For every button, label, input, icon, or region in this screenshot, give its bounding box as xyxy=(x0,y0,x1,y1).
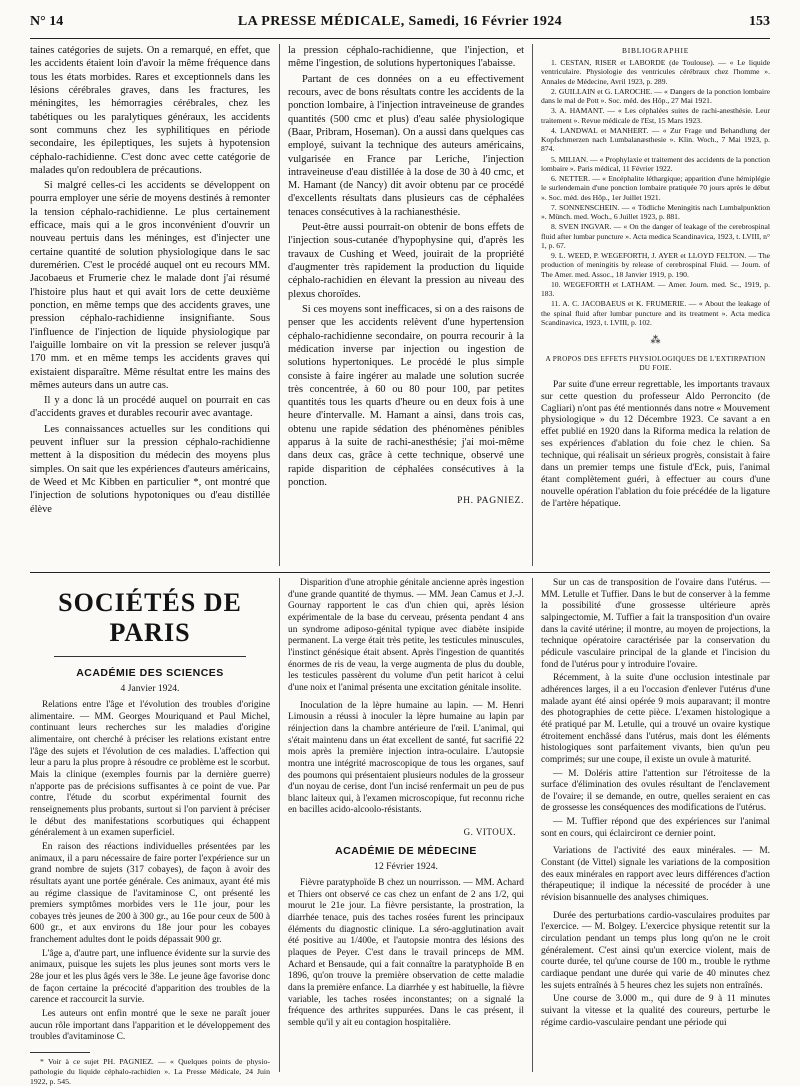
journal-title: LA PRESSE MÉDICALE, Samedi, 16 Février 1924 xyxy=(237,14,563,29)
note-paragraph: Par suite d'une erreur regrettable, les importants travaux sur cette question du professeur Aldo Perroncito (de Cagliari) n'ont pas été mentionnés dans notre « Mouvement physiologique » du 12 Décembre 1923. Ce savant a en effet publié en 1920 dans la Riforma medica la relation de ses expériences d'ablation du foie chez le chien. Sa technique, qui réalisait un sérieux progrès, consistait à faire dans un premier temps une fistule d'Eck, puis, l'animal étant complètement guéri, à effectuer au cours d'une nouvelle opération l'ablation du foie précédée de la ligature de l'artère hépatique. xyxy=(541,378,770,509)
page-number: 153 xyxy=(749,14,770,29)
section-title: SOCIÉTÉS DE PARIS xyxy=(58,588,242,647)
societes-column-3 xyxy=(541,578,770,1072)
report-paragraph: Variations de l'activité des eaux minérales. — M. Constant (de Vittel) signale les variations de la composition des eaux minérales en rapport avec leurs différences d'action thérapeutique; il indique la nécessité de procéder à une révision bisannuelle des analyses chimiques. xyxy=(541,846,770,904)
bibliography-entry: 3. A. HAMANT. — « Les céphalées suites de rachi-anesthésie. Leur traitement ». Revue médicale de l'Est, 15 Mars 1923. xyxy=(541,106,770,125)
column-divider xyxy=(532,44,533,566)
footnote: * Voir à ce sujet PH. PAGNIEZ. — « Quelques points de physio-pathologie du liquide céphalo-rachidien ». La Presse Médicale, 24 Juin 1922, p. 545. xyxy=(30,1057,270,1086)
report-paragraph: Durée des perturbations cardio-vasculaires produites par l'exercice. — M. Bolgey. L'exercice physique retentit sur la circulation pendant un temps plus long qu'on ne le croit généralement. C'est ainsi qu'un exercice violent, mais de courte durée, tel qu'une course de 100 m., trouble le rythme cardiaque pendant une durée qui varie de 40 minutes chez les sujets entraînés à 5 heures chez les sujets non entraînés. xyxy=(541,910,770,991)
report-signature: G. VITOUX. xyxy=(463,827,516,838)
article-signature: PH. PAGNIEZ. xyxy=(457,495,524,507)
report-paragraph: En raison des réactions individuelles présentées par les animaux, il a paru nécessaire de faire porter l'expérience sur un grand nombre de sujets (317 cobayes), de façon à avoir des résultats ayant une portée générale. Ces animaux, ayant été mis au régime classique de l'avitaminose C, ont présenté les premiers symptômes morbides vers le 11e jour, pour les cobayes très jeunes de 200 à 300 gr., au 16e pour ceux de 500 à 600 gr., et aux environs du 18e jour pour les cobayes franchement adultes dont le poids dépassait 900 gr. xyxy=(30,841,270,946)
article-paragraph: Il y a donc là un procédé auquel on pourrait en cas d'accidents graves et durables recourir avec avantage. xyxy=(30,395,270,420)
report-paragraph: Relations entre l'âge et l'évolution des troubles d'origine alimentaire. — MM. Georges Mouriquand et Paul Michel, continuant leurs recherches sur les maladies d'origine alimentaire, ont cherché à préciser les relations existant entre l'âge des sujets et l'évolution de ces maladies. L'affection qui leur a paru la plus propre à résoudre ce problème est le scorbut. Mais la clinique (exemples fournis par la dernière guerre) n'apporte pas de précisions suffisantes à ce point de vue. Par contre, l'étude du scorbut expérimental fournit des renseignements plus probants, surtout si l'on parvient à préciser le début des manifestations scorbutiques qui échappent généralement à un examen superficiel. xyxy=(30,700,270,839)
report-paragraph: L'âge a, d'autre part, une influence évidente sur la survie des animaux, puisque les sujets les plus jeunes sont morts vers le 28e jour et les plus âgés vers le 38e. Le jeune âge favorise donc de façon certaine la précocité d'apparition des troubles de la carence et raccourcit la survie. xyxy=(30,948,270,1006)
article-paragraph: Si ces moyens sont inefficaces, si on a des raisons de penser que les accidents relèvent d'une hypertension céphalo-rachidienne secondaire, on pourra recourir à la médication inverse par injection ou ingestion de solutions hypertoniques. Le procédé le plus simple consiste à faire ingérer au malade une solution sucrée très concentrée, à 60 ou 80 pour 100, par petites quantités tous les quarts d'heure ou en deux fois à une heure d'intervalle. M. Hamant a ainsi, dans trois cas, obtenu une rapide sédation des phénomènes pénibles apparus à la suite de rachi-anesthésie; j'ai moi-même dans deux cas, grâce à cette technique, observé une rapide disparition de céphalées consécutives à la ponction. xyxy=(288,303,524,488)
bibliography-entry: 5. MILIAN. — « Prophylaxie et traitement des accidents de la ponction lombaire ». Paris médical, 11 Février 1922. xyxy=(541,154,770,173)
article-paragraph: Les connaissances actuelles sur les conditions qui peuvent influer sur la pression céphalo-rachidienne mettent à la disposition du médecin des moyens plus simples. On sait que les expériences d'auteurs américains, de Weed et Mc Kibben en particulier *, ont montré que l'injection de solutions hypotoniques ou d'eau distillée élève xyxy=(30,423,270,515)
report-paragraph: Une course de 3.000 m., qui dure de 9 à 11 minutes suivant la vitesse et la qualité des coureurs, perturbe le régime cardio-vasculaire pendant une période qui xyxy=(541,994,770,1028)
report-paragraph: — M. Tuffier répond que des expériences sur l'animal sont en cours, qui éclairciront ce dernier point. xyxy=(541,817,770,839)
bibliography-entry: 2. GUILLAIN et G. LAROCHE. — « Dangers de la ponction lombaire dans le mal de Pott ». Soc. méd. des Hôp., 27 Mai 1921. xyxy=(541,86,770,106)
bibliography-entry: 8. SVEN INGVAR. — « On the danger of leakage of the cerebrospinal fluid after lumbar puncture ». Acta medica Scandinavica, 1923, t. LVIII, n° 1, p. 67. xyxy=(541,222,770,250)
session-date: 4 Janvier 1924. xyxy=(120,683,180,694)
asterism-ornament: ⁂ xyxy=(650,335,661,347)
academy-heading: ACADÉMIE DE MÉDECINE xyxy=(335,845,477,858)
article-paragraph: Si malgré celles-ci les accidents se développent on pourra employer une série de moyens destinés à remonter la tension céphalo-rachidienne. Le plus certainement efficace, mais qui a le gros inconvénient d'ouvrir un nouveau pertuis dans les méninges, est d'injecter une certaine quantité de solution physiologique dans le sac duremérien. C'est le procédé auquel ont eu recours MM. Jacobaeus et Frumerie chez le malade dont j'ai résumé l'histoire plus haut et qui avait lors de cette deuxième ponction, en même temps que des accidents graves, une pression céphalo-rachidienne insignifiante. Sous l'influence de l'injection de liquide physiologique par l'aiguille lombaire on vit la pression se relever jusqu'à 170 mm. et en même temps les accidents graves qui existaient disparaître. Même résultat entre les mains des mêmes auteurs dans un autre cas. xyxy=(30,180,270,391)
article-paragraph: la pression céphalo-rachidienne, que l'injection, et même l'ingestion, de solutions hypertoniques l'abaisse. xyxy=(288,45,524,70)
page-header xyxy=(30,14,770,36)
bibliography-column xyxy=(541,46,770,566)
report-paragraph: Les auteurs ont enfin montré que le sexe ne paraît jouer aucun rôle important dans l'apparition et le développement des troubles d'avitaminose C. xyxy=(30,1009,270,1043)
bibliography-title: BIBLIOGRAPHIE xyxy=(621,46,690,55)
article-column-2 xyxy=(288,44,524,568)
bibliography-entry: 4. LANDWAL et MANHERT. — « Zur Frage und Behandlung der Kopfschmerzen nach Lumbalanæsthesie ». Klin. Woch., 7 Mai 1923, p. 874. xyxy=(541,125,770,154)
bibliography-entry: 9. L. WEED, P. WEGEFORTH, J. AYER et LLOYD FELTON. — The production of meningitis by release of cerebrospinal Fluid. — Journ. of The Amer. med. Assoc., 18 Janvier 1919, p. 190. xyxy=(541,251,770,279)
article-paragraph: Peut-être aussi pourrait-on obtenir de bons effets de l'injection sous-cutanée d'hypophysine qui, d'après les travaux de Cushing et Weed, jouirait de la propriété d'augmenter très rapidement la production du liquide céphalo-rachidien en élevant la pression au niveau des plexus choroïdes. xyxy=(288,222,524,300)
societes-column-2 xyxy=(288,578,524,1072)
title-underline xyxy=(54,656,246,657)
bibliography-entry: 1. CESTAN, RISER et LABORDE (de Toulouse). — « Le liquide ventriculaire. Physiologie des ventricules cérébraux chez l'homme ». Annales de Médecine, Avril 1923, p. 289. xyxy=(541,58,770,86)
session-date: 12 Février 1924. xyxy=(374,861,438,873)
article-paragraph: Partant de ces données on a eu effectivement recours, avec de bons résultats contre les accidents de la ponction lombaire, à l'injection intraveineuse de grandes quantités (500 cmc et plus) d'eau salée physiologique (Baar, Pribram, Hoseman). On a aussi dans quelques cas employé, suivant la technique des auteurs américains, vulgarisée en France par Leriche, l'injection intraveineuse d'eau distillée à la dose de 30 à 40 cmc, et M. Hamant (de Nancy) dit avoir obtenu par ce procédé d'excellents résultats dans plusieurs cas de céphalées tenaces consécutives à la rachianesthésie. xyxy=(288,73,524,218)
footnote-rule xyxy=(30,1052,90,1053)
column-divider xyxy=(279,578,280,1072)
article-paragraph: taines catégories de sujets. On a remarqué, en effet, que les accidents étaient loin d'avoir la même fréquence dans tous les états morbides. Rares et exceptionnels dans les lésions cérébrales graves, dans les fractures, les méningites, les hémorragies cérébrales, chez les tabétiques ou les paralytiques généraux, les accidents sont communs chez les syphilitiques en période secondaire, les épileptiques, les sujets à hypotension céphalo-rachidienne. C'est donc avec cette catégorie de malades qu'on redoublera de précautions. xyxy=(30,45,270,176)
report-paragraph: Récemment, à la suite d'une occlusion intestinale par adhérences larges, il a eu l'occasion d'enlever l'utérus d'une malade ayant été ainsi opérée 9 mois auparavant; il montre des photographies de cette pièce. L'examen histologique a été pratiqué par M. Letulle, qui a trouvé un ovaire kystique étroitement enchâssé dans l'utérus, mais dont les éléments histologiques sont parfaitement vivants, bien qu'un peu comprimés; sur une coupe, il existe un ovule à maturité. xyxy=(541,673,770,765)
bibliography-entry: 6. NETTER. — « Encéphalite léthargique; apparition d'une hémiplégie le surlendemain d'une ponction lombaire pratiquée 70 jours après le début ». Soc. méd. des Hôp., 1er Juillet 1921. xyxy=(541,174,770,202)
column-divider xyxy=(279,44,280,566)
note-heading: A PROPOS DES EFFETS PHYSIOLOGIQUES DE L'EXTIRPATION DU FOIE. xyxy=(545,355,766,372)
report-paragraph: Sur un cas de transposition de l'ovaire dans l'utérus. — MM. Letulle et Tuffier. Dans le but de conserver à la femme la possibilité d'une grossesse ultérieure après salpingectomie, M. Tuffier a fait la transposition d'un ovaire dans la cavité utérine; il montre, au moyen de projections, la technique opératoire caractérisée par la conservation du pédicule vasculaire principal de la glande et l'incision du fond de l'utérus pour y introduire l'ovaire. xyxy=(541,578,770,670)
report-paragraph: Disparition d'une atrophie génitale ancienne après ingestion d'une grande quantité de thymus. — MM. Jean Camus et J.-J. Gournay rapportent le cas d'un chien qui, après lésion expérimentale de la base du cerveau, présenta pendant 4 ans un syndrome adiposo-génital typique avec diabète insipide permanent. La verge était très petite, les testicules minuscules, l'instinct génésique était absent. Après l'ingestion de quantités énormes de ris de veau, la verge augmenta de plus du double, les testicules passèrent du volume d'un petit haricot à celui d'une noix et l'animal présenta une excitation génitale insolite. xyxy=(288,578,525,693)
report-paragraph: Fièvre paratyphoïde B chez un nourrisson. — MM. Achard et Thiers ont observé ce cas chez un enfant de 2 ans 1/2, qui mourut le 21e jour. La fièvre persistante, la prostration, la diarrhée tenace, puis des taches rosées furent les principaux éléments du diagnostic clinique. La séro-agglutination avait été positive au 1/400e, et l'autopsie montra des lésions des plaques de Peyer. C'est dans le travail princeps de MM. Achard et Bensaude, qui a fait connaître la paratyphoïde B en 1896, qu'on trouve la première observation de cette maladie dans la première enfance. La diarrhée y est habituelle, la fièvre variable, les taches rosées inconstantes; on a signalé la fréquence des arthrites suppurées. Dans le cas présent, il semble qu'il y ait eu contagion hospitalière. xyxy=(288,878,524,1028)
section-rule xyxy=(30,572,770,573)
issue-number: N° 14 xyxy=(30,14,64,29)
header-rule xyxy=(30,38,770,39)
article-column-1 xyxy=(30,44,270,564)
bibliography-entry: 10. WEGEFORTH et LATHAM. — Amer. Journ. med. Sc., 1919, p. 183. xyxy=(541,279,770,299)
column-divider xyxy=(532,578,533,1072)
societes-column-1 xyxy=(30,578,270,1086)
academy-heading: ACADÉMIE DES SCIENCES xyxy=(76,667,224,679)
bibliography-entry: 11. A. C. JACOBAEUS et K. FRUMERIE. — « About the leakage of the spinal fluid after lumbar puncture and its treatment ». Acta medica Scandinavica, 1923, t. LVIII, p. 102. xyxy=(541,299,770,327)
report-paragraph: — M. Doléris attire l'attention sur l'étroitesse de la surface d'élimination des ovules résultant de l'enclavement de l'ovaire; il se demande, en outre, quelles seraient en cas de grossesse les conséquences des modifications de l'utérus. xyxy=(541,768,770,814)
report-paragraph: Inoculation de la lèpre humaine au lapin. — M. Henri Limousin a réussi à inoculer la lèpre humaine au lapin par réinjection dans la chambre antérieure de l'œil. L'animal, qui s'était maintenu dans un état excellent de santé, fut sacrifié 22 mois après la première injection intra-oculaire. L'autopsie montra une intégrité macroscopique de tous les organes, sauf des poumons qui présentaient plusieurs nodules de la grosseur d'un noyau de cerise, dont l'un incisé renfermait un peu de pus blanc laiteux qui, à l'examen microscopique, fut reconnu riche en bacilles acido-alcoolo-résistants. xyxy=(288,700,524,816)
bibliography-entry: 7. SONNENSCHEIN. — « Tödliche Meningitis nach Lumbalpunktion ». Münch. med. Woch., 6 Juillet 1923, p. 881. xyxy=(541,202,770,222)
